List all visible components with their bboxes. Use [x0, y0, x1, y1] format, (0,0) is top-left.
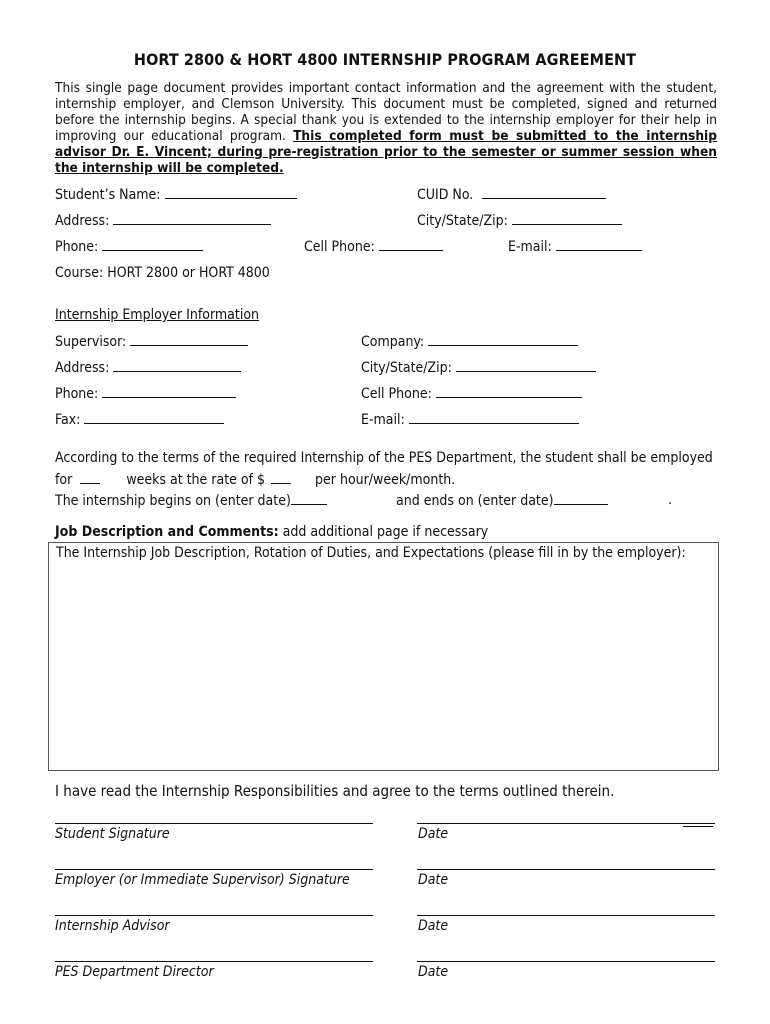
employer-city-field[interactable]: [361, 359, 596, 376]
agreement-statement: I have read the Internship Responsibilities and agree to the terms outlined therein.: [55, 782, 615, 800]
director-date-line[interactable]: [417, 961, 715, 962]
student-email-label: E-mail:: [508, 239, 552, 255]
student-signature-line[interactable]: [55, 823, 373, 824]
employer-fax-field[interactable]: [55, 411, 224, 428]
employer-email-field[interactable]: [361, 411, 579, 428]
supervisor-field[interactable]: [55, 333, 248, 350]
supervisor-line[interactable]: [130, 333, 248, 346]
intro-paragraph: [55, 80, 717, 176]
student-phone-label: Phone:: [55, 239, 99, 255]
course-label: Course: HORT 2800 or HORT 4800: [55, 265, 270, 281]
employer-heading: Internship Employer Information: [55, 307, 260, 323]
employer-email-line[interactable]: [409, 411, 579, 424]
terms-period: .: [668, 492, 672, 508]
employer-signature-label: Employer (or Immediate Supervisor) Signature: [55, 872, 350, 888]
ends-line[interactable]: [554, 492, 608, 505]
employer-email-label: E-mail:: [361, 412, 405, 428]
employer-city-label: City/State/Zip:: [361, 360, 452, 376]
company-label: Company:: [361, 334, 425, 350]
student-address-label: Address:: [55, 213, 110, 229]
employer-phone-field[interactable]: [55, 385, 236, 402]
student-name-label: Student’s Name:: [55, 187, 161, 203]
employer-address-line[interactable]: [113, 359, 241, 372]
weeks-label: weeks at the rate of $: [126, 472, 266, 488]
cuid-label: CUID No.: [417, 187, 474, 203]
supervisor-label: Supervisor:: [55, 334, 127, 350]
student-cell-field[interactable]: [304, 238, 443, 255]
employer-cell-label: Cell Phone:: [361, 386, 432, 402]
student-city-label: City/State/Zip:: [417, 213, 508, 229]
advisor-date-label: Date: [418, 918, 449, 934]
weeks-line[interactable]: [80, 471, 100, 484]
student-date-label: Date: [418, 826, 449, 842]
student-city-field[interactable]: [417, 212, 622, 229]
student-name-field[interactable]: [55, 186, 297, 203]
student-email-line[interactable]: [556, 238, 642, 251]
rate-line[interactable]: [271, 471, 291, 484]
terms-line: According to the terms of the required Internship of the PES Department, the student shall be employed: [55, 450, 713, 466]
employer-fax-label: Fax:: [55, 412, 81, 428]
ends-label: and ends on (enter date): [396, 493, 554, 509]
employer-address-field[interactable]: [55, 359, 241, 376]
weeks-row: [55, 471, 455, 488]
begins-label: The internship begins on (enter date): [55, 493, 291, 509]
student-address-line[interactable]: [113, 212, 271, 225]
cuid-field[interactable]: [417, 186, 606, 203]
company-line[interactable]: [428, 333, 578, 346]
student-address-field[interactable]: [55, 212, 271, 229]
student-signature-label: Student Signature: [55, 826, 170, 842]
begins-line[interactable]: [291, 492, 327, 505]
employer-fax-line[interactable]: [84, 411, 224, 424]
begins-field[interactable]: [55, 492, 327, 509]
director-date-label: Date: [418, 964, 449, 980]
student-name-line[interactable]: [165, 186, 297, 199]
employer-signature-line[interactable]: [55, 869, 373, 870]
employer-address-label: Address:: [55, 360, 110, 376]
cuid-line[interactable]: [482, 186, 606, 199]
advisor-signature-label: Internship Advisor: [55, 918, 170, 934]
student-email-field[interactable]: [508, 238, 642, 255]
employer-date-line[interactable]: [417, 869, 715, 870]
job-description-box[interactable]: [48, 542, 719, 771]
job-heading-row: [55, 524, 488, 540]
employer-city-line[interactable]: [456, 359, 596, 372]
per-label: per hour/week/month.: [315, 472, 456, 488]
student-date-mark: [683, 826, 713, 827]
employer-cell-field[interactable]: [361, 385, 582, 402]
employer-phone-label: Phone:: [55, 386, 99, 402]
director-signature-line[interactable]: [55, 961, 373, 962]
ends-field[interactable]: [396, 492, 608, 509]
employer-phone-line[interactable]: [102, 385, 236, 398]
job-description-label: The Internship Job Description, Rotation of Duties, and Expectations (please fill in by the employer):: [56, 545, 686, 561]
intro-text: This single page document provides important contact information and the agreement with the student, internship employer, and Clemson University. This document must be completed, signed and returned before the internship begins. A special thank you is extended to the internship employer for their help in improving our educational program.: [55, 80, 717, 144]
job-note: add additional page if necessary: [278, 524, 489, 540]
company-field[interactable]: [361, 333, 578, 350]
advisor-date-line[interactable]: [417, 915, 715, 916]
advisor-signature-line[interactable]: [55, 915, 373, 916]
student-phone-line[interactable]: [102, 238, 203, 251]
student-phone-field[interactable]: [55, 238, 203, 255]
student-cell-label: Cell Phone:: [304, 239, 375, 255]
job-heading: Job Description and Comments:: [55, 524, 279, 540]
for-label: for: [55, 472, 73, 488]
employer-date-label: Date: [418, 872, 449, 888]
student-city-line[interactable]: [512, 212, 622, 225]
student-cell-line[interactable]: [379, 238, 443, 251]
page-title: HORT 2800 & HORT 4800 INTERNSHIP PROGRAM AGREEMENT: [133, 50, 637, 69]
employer-cell-line[interactable]: [436, 385, 582, 398]
student-date-line[interactable]: [417, 823, 715, 824]
intro-bold-text: This completed form must be submitted to the internship advisor Dr. E. Vincent; during pre-registration prior to the semester or summer session when the internship will be completed.: [55, 128, 717, 176]
director-signature-label: PES Department Director: [55, 964, 214, 980]
